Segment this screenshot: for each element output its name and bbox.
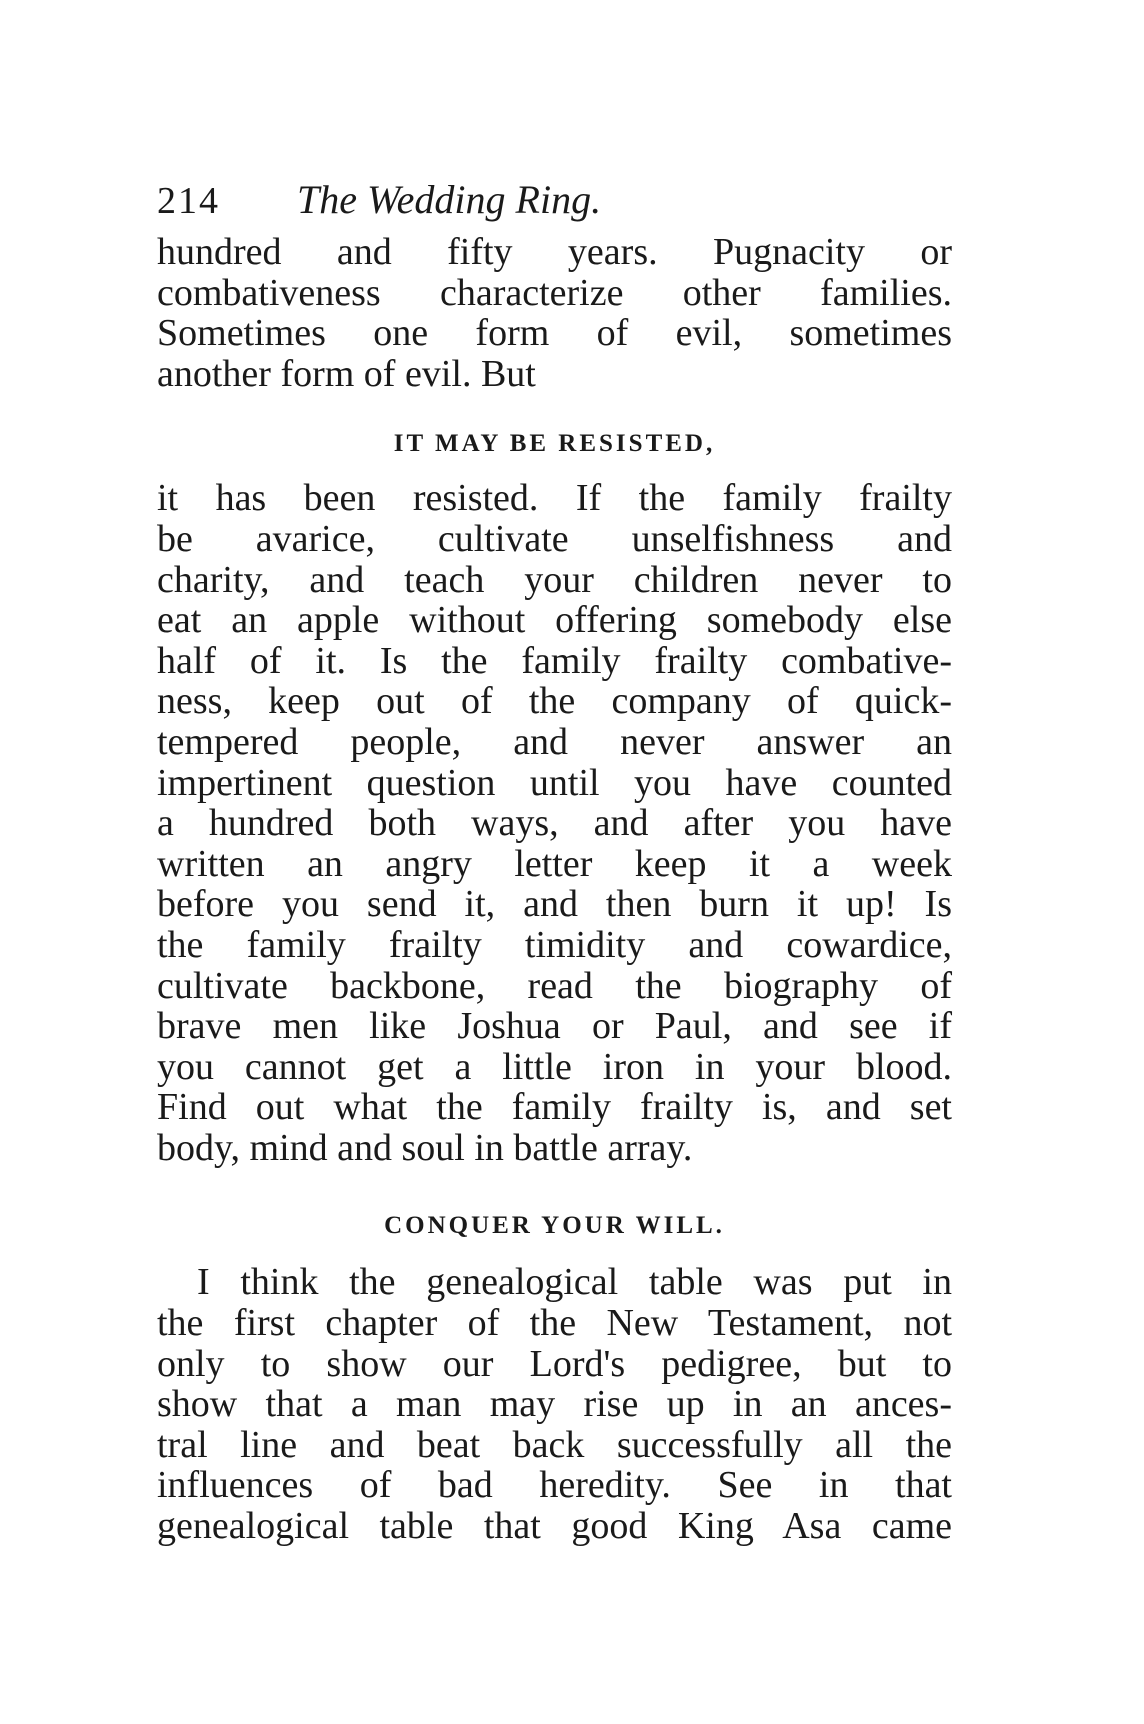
paragraph-1 [157, 232, 952, 394]
text-line: the first chapter of the New Testament, not [157, 1302, 952, 1345]
text-line: eat an apple without offering somebody else [157, 599, 952, 642]
text-line: brave men like Joshua or Paul, and see if [157, 1005, 952, 1048]
text-line: I think the genealogical table was put in [197, 1261, 952, 1304]
text-line: impertinent question until you have counted [157, 761, 952, 804]
section-heading-resisted: IT MAY BE RESISTED, [393, 430, 716, 458]
text-line: before you send it, and then burn it up! Is [157, 883, 952, 926]
paragraph-3 [157, 1262, 952, 1546]
section-heading-conquer: CONQUER YOUR WILL. [384, 1212, 725, 1240]
paragraph-2 [157, 478, 952, 1168]
text-line: hundred and fifty years. Pugnacity or [157, 231, 952, 273]
text-line: show that a man may rise up in an ances- [157, 1383, 952, 1426]
text-line: you cannot get a little iron in your blood. [157, 1045, 952, 1088]
text-line: Sometimes one form of evil, sometimes [157, 312, 952, 355]
text-line: written an angry letter keep it a week [157, 842, 952, 885]
text-line: combativeness characterize other families. [157, 271, 952, 314]
text-line: be avarice, cultivate unselfishness and [157, 517, 952, 560]
text-line: tral line and beat back successfully all the [157, 1423, 952, 1466]
text-line: only to show our Lord's pedigree, but to [157, 1342, 952, 1385]
text-line: half of it. Is the family frailty combative- [157, 639, 952, 682]
page-number: 214 [157, 180, 220, 222]
text-line: ness, keep out of the company of quick- [157, 680, 952, 723]
running-title: The Wedding Ring. [297, 177, 602, 222]
running-head [157, 176, 952, 232]
text-line: charity, and teach your children never to [157, 558, 952, 601]
book-page [157, 176, 952, 1547]
text-line: it has been resisted. If the family frailty [157, 477, 952, 520]
text-line: a hundred both ways, and after you have [157, 802, 952, 845]
text-line: Find out what the family frailty is, and set [157, 1086, 952, 1129]
text-line: body, mind and soul in battle array. [157, 1126, 693, 1169]
text-line: another form of evil. But [157, 352, 536, 395]
text-line: cultivate backbone, read the biography of [157, 964, 952, 1007]
text-line: influences of bad heredity. See in that [157, 1464, 952, 1507]
text-line: tempered people, and never answer an [157, 720, 952, 763]
text-line: the family frailty timidity and cowardice, [157, 923, 952, 966]
text-line: genealogical table that good King Asa came [157, 1505, 952, 1548]
